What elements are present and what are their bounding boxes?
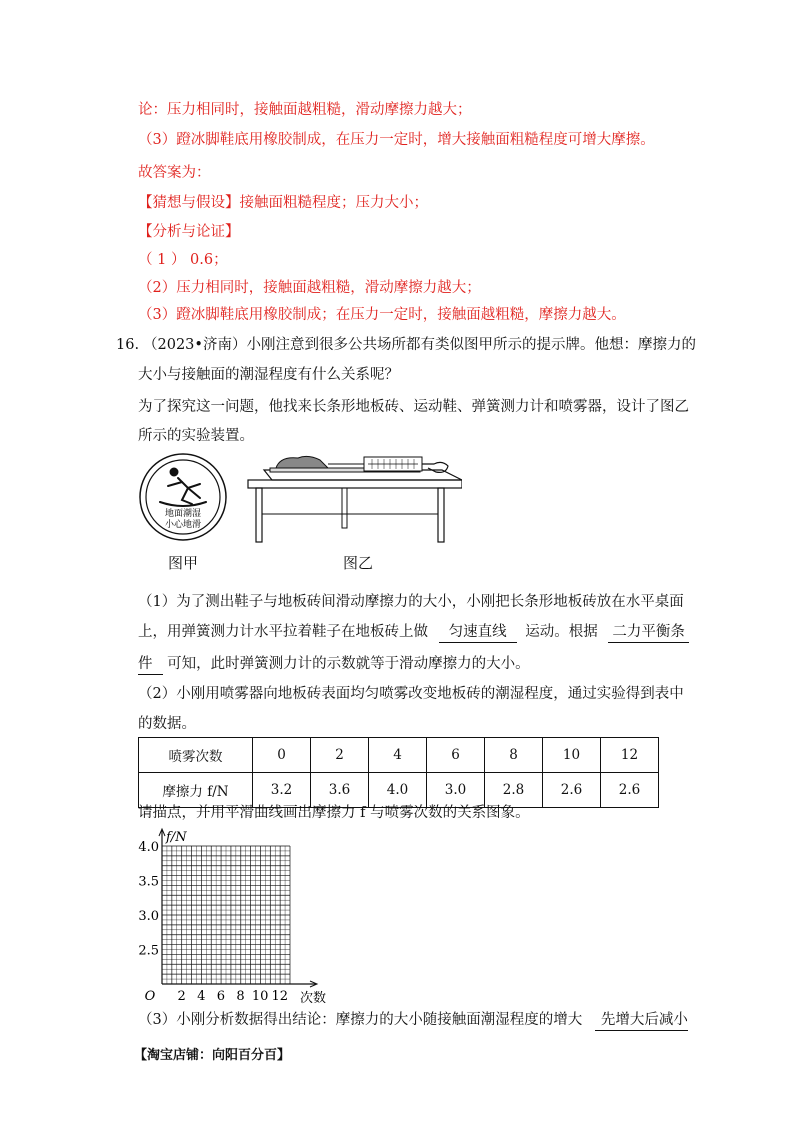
experiment-apparatus bbox=[242, 452, 462, 544]
table-row bbox=[139, 738, 659, 773]
sign-text: 地面潮湿 bbox=[164, 509, 202, 519]
x-tick-label: 2 bbox=[177, 989, 186, 1004]
caption-figure-b: 图乙 bbox=[343, 554, 374, 572]
x-tick-label: 4 bbox=[197, 989, 206, 1004]
part-2-text: （2）小刚用喷雾器向地板砖表面均匀喷雾改变地板砖的潮湿程度，通过实验得到表中 bbox=[138, 686, 684, 702]
part-3-text: （3）小刚分析数据得出结论：摩擦力的大小随接触面潮湿程度的增大 bbox=[138, 1012, 583, 1028]
footer-shop: 【淘宝店铺：向阳百分百】 bbox=[134, 1048, 291, 1063]
caption-figure-a: 图甲 bbox=[168, 554, 199, 572]
answer-line: 论：压力相同时，接触面越粗糙，滑动摩擦力越大； bbox=[138, 102, 472, 118]
answer-line: 【猜想与假设】接触面粗糙程度；压力大小； bbox=[138, 195, 428, 211]
table-cell: 0 bbox=[253, 738, 311, 773]
y-tick-label: 3.5 bbox=[138, 874, 159, 890]
question-number: 16. bbox=[116, 337, 140, 353]
table-cell: 2.6 bbox=[543, 773, 601, 808]
answer-line: （3）蹬冰脚鞋底用橡胶制成；在压力一定时，接触面越粗糙，摩擦力越大。 bbox=[138, 307, 626, 323]
part-1-text: 可知，此时弹簧测力计的示数就等于滑动摩擦力的大小。 bbox=[167, 656, 530, 672]
part-1-text: 上，用弹簧测力计水平拉着鞋子在地板砖上做 bbox=[138, 624, 428, 640]
question-text: 为了探究这一问题，他找来长条形地板砖、运动鞋、弹簧测力计和喷雾器，设计了图乙 bbox=[138, 399, 689, 415]
table-cell: 2 bbox=[311, 738, 369, 773]
answer-line: （3）蹬冰脚鞋底用橡胶制成，在压力一定时，增大接触面粗糙程度可增大摩擦。 bbox=[138, 132, 655, 148]
x-axis-label: 次数 bbox=[300, 991, 327, 1004]
part-1-text: 运动。根据 bbox=[525, 624, 598, 640]
table-cell: 6 bbox=[427, 738, 485, 773]
table-cell: 4 bbox=[369, 738, 427, 773]
question-text: （2023•济南）小刚注意到很多公共场所都有类似图甲所示的提示牌。他想：摩擦力的 bbox=[143, 337, 696, 353]
x-tick-label: 12 bbox=[271, 989, 289, 1004]
part-2-text: 的数据。 bbox=[138, 716, 196, 732]
answer-blank-motion: 匀速直线 bbox=[439, 622, 517, 643]
origin-label: O bbox=[144, 989, 156, 1004]
answer-blank-principle: 二力平衡条 bbox=[608, 622, 689, 643]
table-cell: 3.2 bbox=[253, 773, 311, 808]
part-3-text bbox=[138, 1010, 688, 1031]
y-tick-label: 2.5 bbox=[138, 943, 159, 959]
part-2-instruction: 请描点，并用平滑曲线画出摩擦力 f 与喷雾次数的关系图象。 bbox=[138, 805, 530, 821]
x-tick-label: 8 bbox=[236, 989, 245, 1004]
answer-blank-principle-cont: 件 bbox=[138, 654, 163, 675]
table-cell: 8 bbox=[485, 738, 543, 773]
sign-text: 小心地滑 bbox=[164, 520, 202, 530]
part-1-text bbox=[138, 654, 530, 675]
grid-lines bbox=[162, 846, 290, 984]
table-cell: 2.8 bbox=[485, 773, 543, 808]
y-axis-label: f/N bbox=[166, 830, 187, 845]
y-tick-label: 3.0 bbox=[138, 909, 159, 924]
wet-floor-sign bbox=[138, 452, 228, 542]
answer-line: （ 1 ） 0.6； bbox=[138, 252, 228, 268]
answer-line: （2）压力相同时，接触面越粗糙，滑动摩擦力越大； bbox=[138, 280, 481, 296]
part-1-text: （1）为了测出鞋子与地板砖间滑动摩擦力的大小，小刚把长条形地板砖放在水平桌面 bbox=[138, 594, 684, 610]
axes bbox=[159, 829, 317, 987]
question-text: 所示的实验装置。 bbox=[138, 428, 254, 444]
table-header-cell: 摩擦力 f/N bbox=[139, 773, 253, 808]
slipping-person-icon bbox=[160, 469, 206, 507]
question-text: 大小与接触面的潮湿程度有什么关系呢？ bbox=[138, 367, 399, 383]
part-1-text bbox=[138, 622, 689, 643]
answer-line: 【分析与论证】 bbox=[138, 224, 240, 240]
data-table bbox=[138, 737, 659, 808]
graph-grid[interactable] bbox=[130, 826, 340, 1004]
answer-line: 故答案为： bbox=[138, 165, 211, 181]
table-cell: 12 bbox=[601, 738, 659, 773]
table-cell: 3.6 bbox=[311, 773, 369, 808]
table-header-cell: 喷雾次数 bbox=[139, 738, 253, 773]
answer-blank-trend: 先增大后减小 bbox=[595, 1010, 688, 1031]
table-cell: 2.6 bbox=[601, 773, 659, 808]
x-tick-label: 6 bbox=[216, 989, 226, 1004]
table-cell: 4.0 bbox=[369, 773, 427, 808]
table-cell: 10 bbox=[543, 738, 601, 773]
table-cell: 3.0 bbox=[427, 773, 485, 808]
x-tick-label: 10 bbox=[251, 989, 269, 1004]
y-tick-label: 4.0 bbox=[138, 840, 159, 855]
